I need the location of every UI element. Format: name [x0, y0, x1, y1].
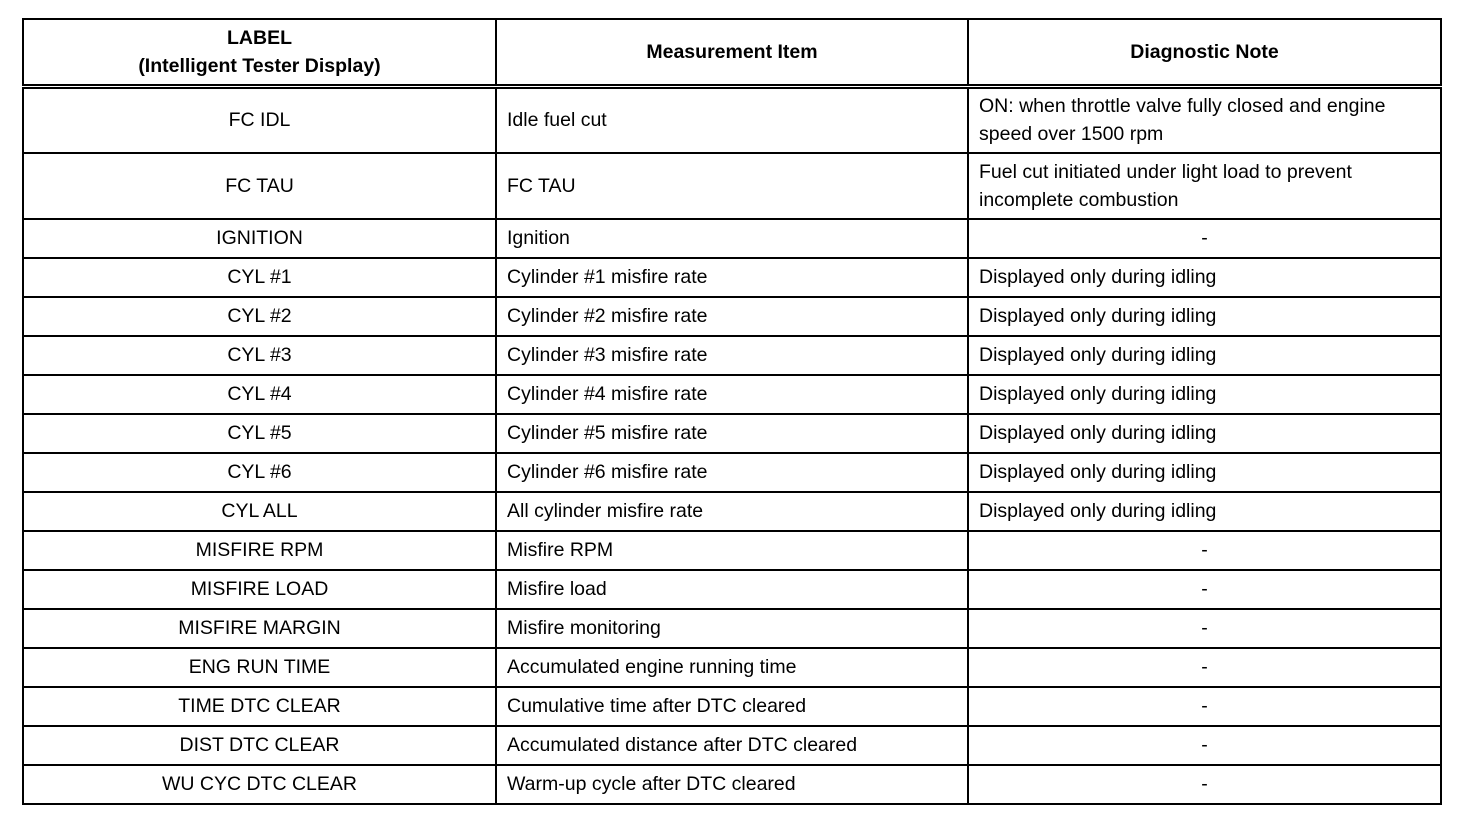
cell-measurement-item: Cumulative time after DTC cleared	[496, 687, 968, 726]
cell-measurement-item: Idle fuel cut	[496, 87, 968, 153]
table-row	[23, 87, 1441, 153]
cell-measurement-item: Misfire RPM	[496, 531, 968, 570]
header-label-line1: LABEL	[227, 27, 292, 49]
table-row	[23, 336, 1441, 375]
cell-diagnostic-note: -	[968, 570, 1441, 609]
cell-label: CYL #1	[23, 258, 496, 297]
cell-label: CYL #2	[23, 297, 496, 336]
cell-measurement-item: FC TAU	[496, 153, 968, 219]
table-row	[23, 297, 1441, 336]
table-body	[23, 87, 1441, 804]
table-row	[23, 648, 1441, 687]
cell-measurement-item: Misfire monitoring	[496, 609, 968, 648]
cell-diagnostic-note: Displayed only during idling	[968, 453, 1441, 492]
table-row	[23, 219, 1441, 258]
cell-diagnostic-note: Displayed only during idling	[968, 258, 1441, 297]
cell-measurement-item: Cylinder #1 misfire rate	[496, 258, 968, 297]
cell-diagnostic-note: -	[968, 687, 1441, 726]
cell-label: CYL #6	[23, 453, 496, 492]
header-measurement-item: Measurement Item	[496, 19, 968, 87]
table-row	[23, 414, 1441, 453]
table-row	[23, 765, 1441, 804]
cell-diagnostic-note: -	[968, 609, 1441, 648]
table-row	[23, 726, 1441, 765]
cell-diagnostic-note: Displayed only during idling	[968, 336, 1441, 375]
table-row	[23, 687, 1441, 726]
cell-label: DIST DTC CLEAR	[23, 726, 496, 765]
cell-measurement-item: Cylinder #6 misfire rate	[496, 453, 968, 492]
table-row	[23, 492, 1441, 531]
cell-diagnostic-note: ON: when throttle valve fully closed and engine speed over 1500 rpm	[968, 87, 1441, 153]
table-row	[23, 609, 1441, 648]
table-row	[23, 531, 1441, 570]
cell-measurement-item: Cylinder #3 misfire rate	[496, 336, 968, 375]
cell-measurement-item: Cylinder #4 misfire rate	[496, 375, 968, 414]
cell-label: CYL #5	[23, 414, 496, 453]
cell-diagnostic-note: -	[968, 219, 1441, 258]
data-list-table	[22, 18, 1442, 805]
cell-label: MISFIRE MARGIN	[23, 609, 496, 648]
cell-diagnostic-note: -	[968, 726, 1441, 765]
table-row	[23, 258, 1441, 297]
cell-diagnostic-note: Displayed only during idling	[968, 492, 1441, 531]
table-row	[23, 375, 1441, 414]
cell-measurement-item: Cylinder #5 misfire rate	[496, 414, 968, 453]
table-row	[23, 453, 1441, 492]
cell-diagnostic-note: -	[968, 648, 1441, 687]
cell-label: IGNITION	[23, 219, 496, 258]
cell-diagnostic-note: -	[968, 531, 1441, 570]
cell-label: MISFIRE RPM	[23, 531, 496, 570]
header-label	[23, 19, 496, 87]
cell-measurement-item: Ignition	[496, 219, 968, 258]
cell-diagnostic-note: Fuel cut initiated under light load to prevent incomplete combustion	[968, 153, 1441, 219]
table-row	[23, 570, 1441, 609]
cell-diagnostic-note: Displayed only during idling	[968, 414, 1441, 453]
cell-label: ENG RUN TIME	[23, 648, 496, 687]
cell-label: TIME DTC CLEAR	[23, 687, 496, 726]
cell-measurement-item: Misfire load	[496, 570, 968, 609]
header-row	[23, 19, 1441, 87]
cell-measurement-item: Cylinder #2 misfire rate	[496, 297, 968, 336]
cell-label: CYL #4	[23, 375, 496, 414]
header-diagnostic-note: Diagnostic Note	[968, 19, 1441, 87]
cell-diagnostic-note: Displayed only during idling	[968, 297, 1441, 336]
cell-measurement-item: Accumulated distance after DTC cleared	[496, 726, 968, 765]
header-label-line2: (Intelligent Tester Display)	[138, 55, 381, 77]
cell-diagnostic-note: Displayed only during idling	[968, 375, 1441, 414]
table-row	[23, 153, 1441, 219]
cell-label: WU CYC DTC CLEAR	[23, 765, 496, 804]
cell-measurement-item: All cylinder misfire rate	[496, 492, 968, 531]
cell-label: CYL ALL	[23, 492, 496, 531]
cell-label: FC IDL	[23, 87, 496, 153]
cell-label: MISFIRE LOAD	[23, 570, 496, 609]
cell-diagnostic-note: -	[968, 765, 1441, 804]
cell-measurement-item: Warm-up cycle after DTC cleared	[496, 765, 968, 804]
data-list-table-container	[22, 18, 1440, 805]
cell-label: FC TAU	[23, 153, 496, 219]
cell-label: CYL #3	[23, 336, 496, 375]
cell-measurement-item: Accumulated engine running time	[496, 648, 968, 687]
table-header	[23, 19, 1441, 87]
